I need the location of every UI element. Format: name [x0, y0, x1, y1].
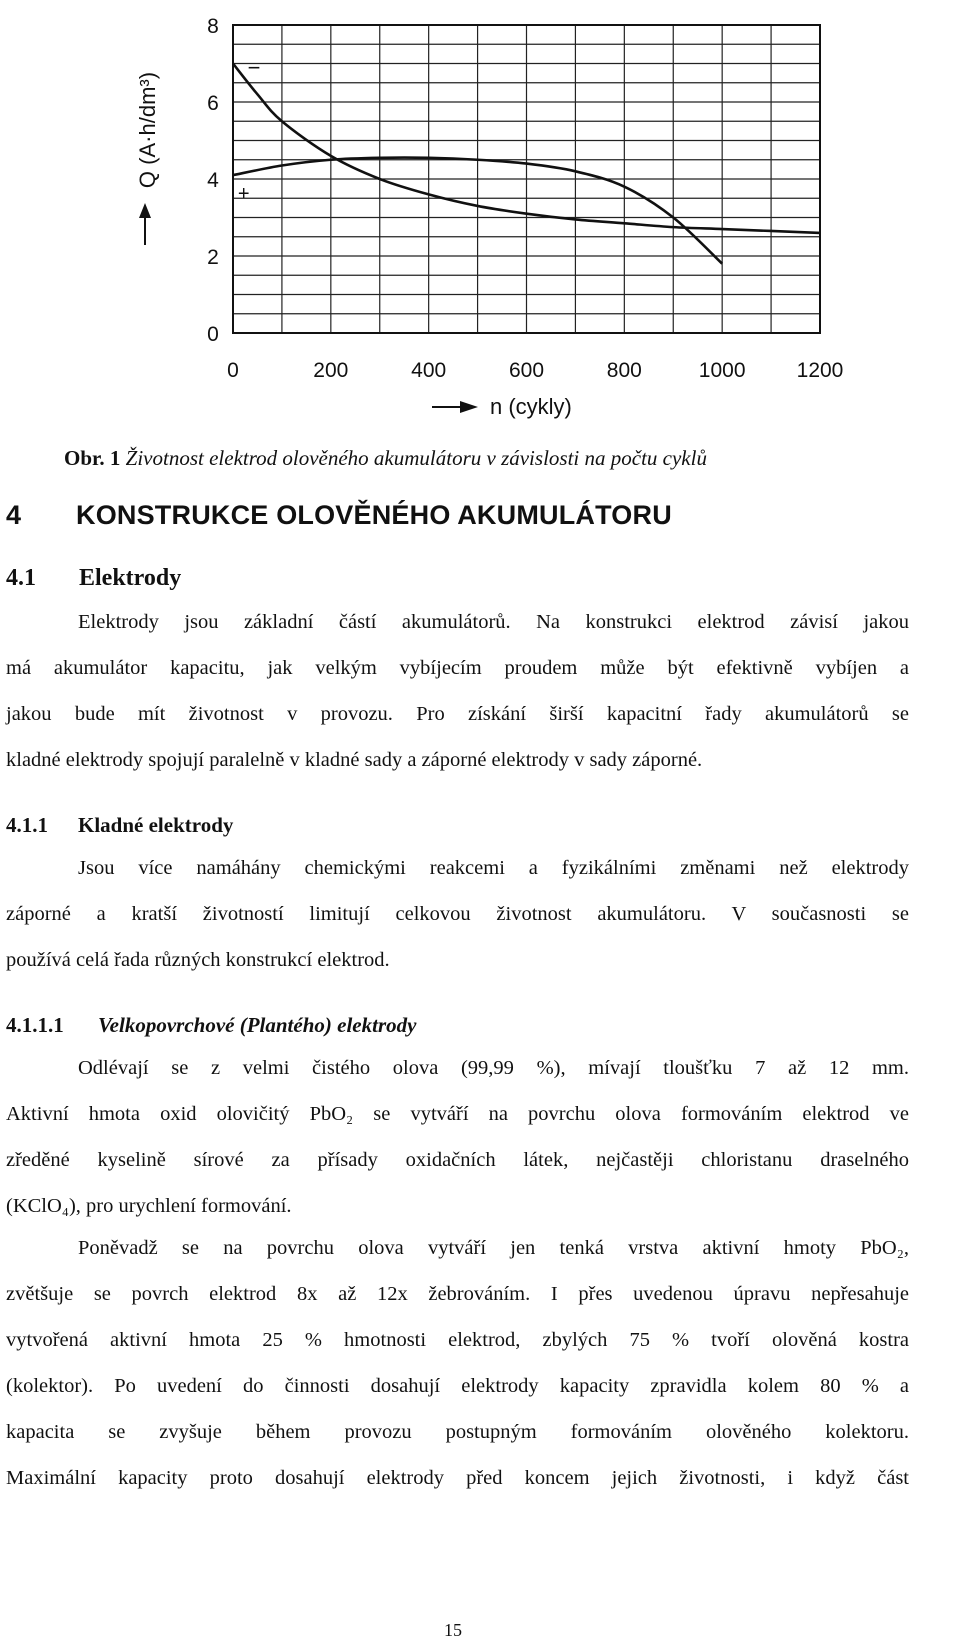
y-tick-label: 6	[207, 92, 219, 115]
paragraph-plante-electrodes	[6, 1045, 909, 1229]
caption-label: Obr. 1	[64, 446, 121, 470]
paragraph-positive-electrodes	[6, 845, 909, 983]
y-axis-arrow-head	[139, 203, 151, 218]
paragraph-surface-ribbing	[6, 1225, 909, 1501]
text-line: (KClO₄), pro urychlení formování.	[6, 1195, 292, 1217]
text-line: má akumulátor kapacitu, jak velkým vybíjecím proudem může být efektivně vybíjen a	[6, 657, 909, 679]
text-line: (kolektor). Po uvedení do činnosti dosahují elektrody kapacity zpravidla kolem 80 % a	[6, 1375, 909, 1397]
heading-section-4	[6, 500, 672, 531]
heading-text: KONSTRUKCE OLOVĚNÉHO AKUMULÁTORU	[76, 500, 672, 530]
chart-grid	[233, 25, 820, 333]
text-line: Poněvadž se na povrchu olova vytváří jen tenká vrstva aktivní hmoty PbO₂,	[78, 1237, 909, 1259]
heading-text: Elektrody	[79, 565, 182, 591]
y-tick-label: 8	[207, 15, 219, 38]
text-line: Maximální kapacity proto dosahují elektrody před koncem jejich životnosti, i když část	[6, 1467, 909, 1489]
text-line: Odlévají se z velmi čistého olova (99,99 %), mívají tloušťku 7 až 12 mm.	[78, 1057, 909, 1079]
x-tick-label: 600	[508, 359, 545, 382]
x-tick-label: 1200	[796, 359, 844, 382]
text-line: Aktivní hmota oxid olovičitý PbO₂ se vytváří na povrchu olova formováním elektrod ve	[6, 1103, 909, 1125]
heading-section-4-1-1	[6, 813, 233, 838]
x-tick-label: 400	[411, 359, 447, 382]
x-tick-label: 200	[313, 359, 349, 382]
heading-text: Kladné elektrody	[78, 813, 234, 837]
text-line: kladné elektrody spojují paralelně v kladné sady a záporné elektrody v sady záporné.	[6, 749, 703, 771]
series-label-negative: −	[247, 55, 261, 81]
x-axis-label: n (cykly)	[490, 394, 572, 419]
heading-number: 4.1	[6, 565, 36, 591]
text-line: používá celá řada různých konstrukcí elektrod.	[6, 949, 390, 971]
text-line: zvětšuje se povrch elektrod 8x až 12x žebrováním. I přes uvedenou úpravu nepřesahuje	[6, 1283, 909, 1305]
y-axis-label: Q (A·h/dm³)	[135, 71, 160, 189]
y-tick-label: 0	[207, 323, 219, 346]
heading-number: 4	[6, 500, 22, 530]
y-tick-label: 2	[207, 246, 219, 269]
text-line: zředěné kyselině sírové za přísady oxidačních látek, nejčastěji chloristanu draselného	[6, 1149, 909, 1171]
page-number: 15	[444, 1620, 462, 1640]
heading-section-4-1-1-1	[6, 1013, 416, 1038]
text-line: Elektrody jsou základní částí akumulátorů. Na konstrukci elektrod závisí jakou	[78, 611, 909, 633]
figure-caption	[64, 446, 707, 471]
heading-section-4-1	[6, 565, 181, 592]
series-label-positive: +	[237, 183, 250, 206]
text-line: kapacita se zvyšuje během provozu postupným formováním olověného kolektoru.	[6, 1421, 909, 1443]
heading-number: 4.1.1	[6, 813, 48, 837]
text-line: Jsou více namáhány chemickými reakcemi a fyzikálními změnami než elektrody	[78, 857, 909, 879]
heading-text: Velkopovrchové (Plantého) elektrody	[98, 1013, 417, 1037]
text-line: jakou bude mít životnost v provozu. Pro získání širší kapacitní řady akumulátorů se	[6, 703, 909, 725]
x-tick-label: 800	[606, 359, 642, 382]
caption-text: Životnost elektrod olověného akumulátoru v závislosti na počtu cyklů	[125, 446, 707, 470]
x-tick-label: 0	[227, 359, 239, 382]
heading-number: 4.1.1.1	[6, 1013, 64, 1037]
text-line: záporné a kratší životností limitují celkovou životnost akumulátoru. V současnosti se	[6, 903, 909, 925]
capacity-lifetime-chart	[0, 0, 900, 440]
y-tick-label: 4	[207, 169, 219, 192]
x-axis-arrow-head	[460, 401, 478, 413]
paragraph-electrodes	[6, 599, 909, 783]
x-tick-label: 1000	[698, 359, 746, 382]
text-line: vytvořená aktivní hmota 25 % hmotnosti elektrod, zbylých 75 % tvoří olověná kostra	[6, 1329, 909, 1351]
